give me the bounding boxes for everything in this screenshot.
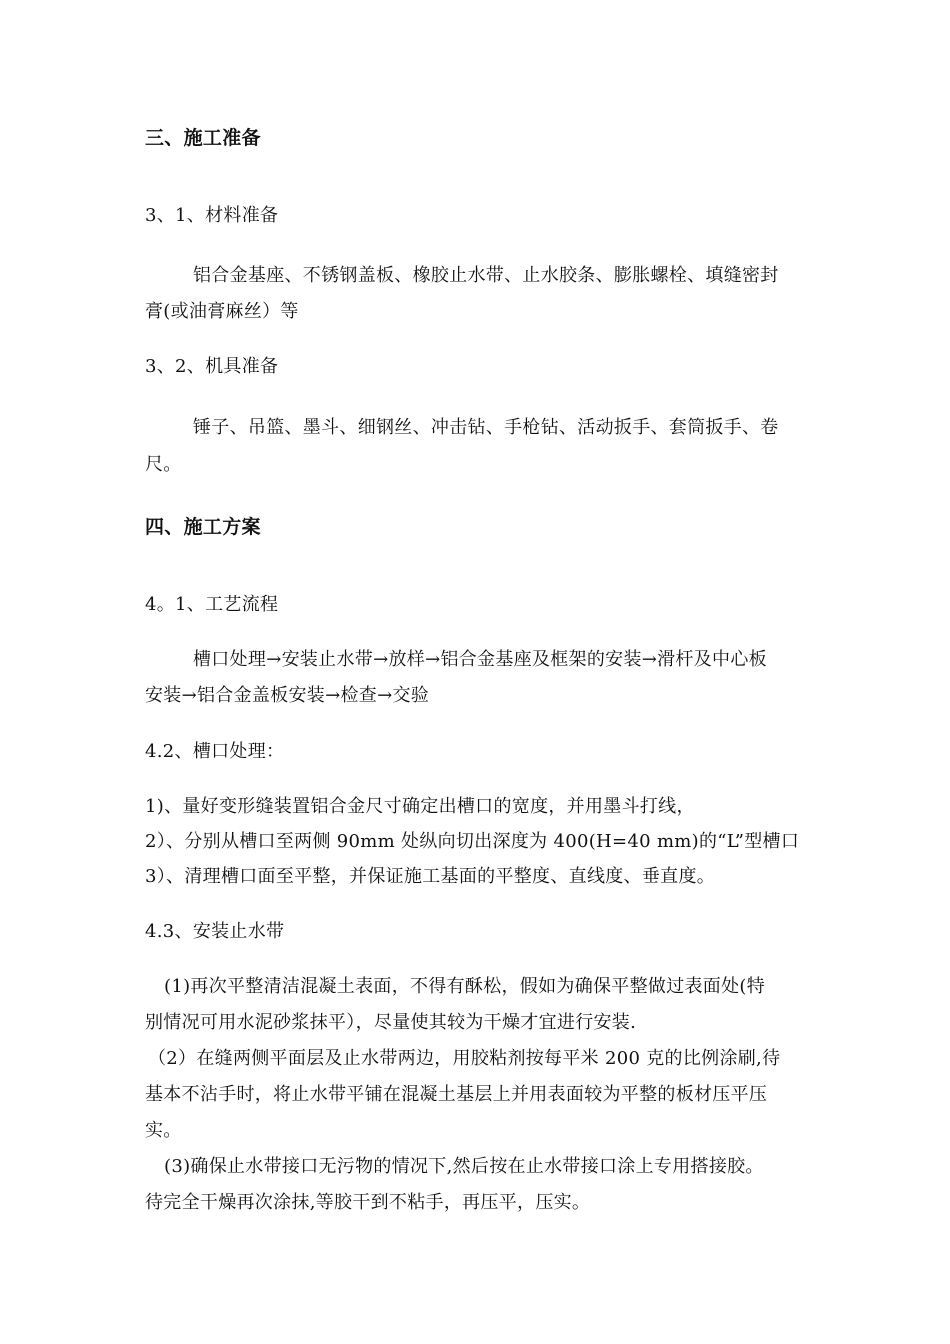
- flow-line-1: 槽口处理→安装止水带→放样→铝合金基座及框架的安装→滑杆及中心板: [193, 649, 767, 670]
- materials-line-1: 铝合金基座、不锈钢盖板、橡胶止水带、止水胶条、膨胀螺栓、填缝密封: [193, 265, 779, 286]
- waterstop-line-7: 待完全干燥再次涂抹,等胶干到不粘手，再压平，压实。: [145, 1192, 591, 1213]
- groove-step-1: 1)、量好变形缝装置铝合金尺寸确定出槽口的宽度，并用墨斗打线，: [145, 796, 695, 817]
- waterstop-line-2: 别情况可用水泥砂浆抹平），尽量使其较为干燥才宜进行安装.: [145, 1012, 637, 1033]
- subsection-3-2-title: 3、2、机具准备: [145, 356, 279, 377]
- section-4-heading: 四、施工方案: [145, 516, 261, 538]
- groove-step-2: 2）、分别从槽口至两侧 90mm 处纵向切出深度为 400(H=40 mm)的“L”型槽口: [145, 831, 800, 852]
- waterstop-line-3: （2）在缝两侧平面层及止水带两边，用胶粘剂按每平米 200 克的比例涂刷,待: [148, 1048, 781, 1069]
- waterstop-line-5: 实。: [145, 1120, 182, 1141]
- tools-line-1: 锤子、吊篮、墨斗、细钢丝、冲击钻、手枪钻、活动扳手、套筒扳手、卷: [193, 417, 779, 438]
- subsection-4-3-title: 4.3、安装止水带: [145, 921, 285, 942]
- subsection-3-1-title: 3、1、材料准备: [145, 205, 279, 226]
- tools-line-2: 尺。: [145, 454, 182, 475]
- waterstop-line-4: 基本不沾手时，将止水带平铺在混凝土基层上并用表面较为平整的板材压平压: [145, 1084, 768, 1105]
- waterstop-line-6: (3)确保止水带接口无污物的情况下,然后按在止水带接口涂上专用搭接胶。: [164, 1156, 764, 1177]
- waterstop-line-1: (1)再次平整清洁混凝土表面，不得有酥松，假如为确保平整做过表面处(特: [164, 976, 766, 997]
- groove-step-3: 3）、清理槽口面至平整，并保证施工基面的平整度、直线度、垂直度。: [145, 866, 716, 887]
- materials-line-2: 膏(或油膏麻丝）等: [145, 301, 299, 322]
- flow-line-2: 安装→铝合金盖板安装→检查→交验: [145, 685, 430, 706]
- section-3-heading: 三、施工准备: [145, 127, 261, 149]
- subsection-4-2-title: 4.2、槽口处理：: [145, 741, 285, 762]
- subsection-4-1-title: 4。1、工艺流程: [145, 594, 279, 615]
